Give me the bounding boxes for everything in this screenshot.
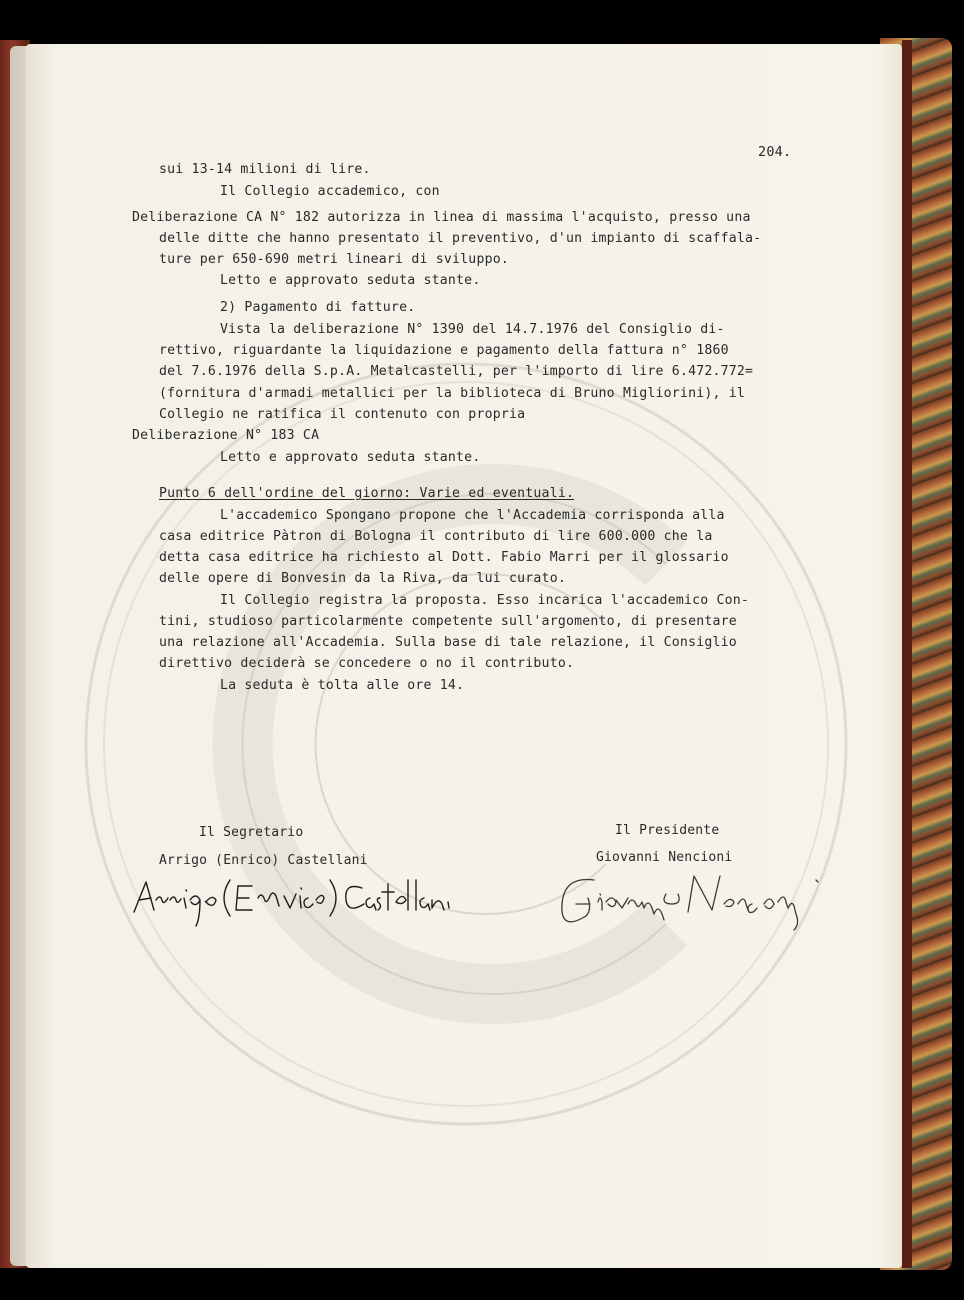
- president-title: Il Presidente: [615, 823, 720, 838]
- text-line: Letto e approvato seduta stante.: [220, 273, 481, 288]
- text-line: rettivo, riguardante la liquidazione e pagamento della fattura n° 1860: [159, 343, 729, 358]
- text-line: ture per 650-690 metri lineari di sviluppo.: [159, 252, 510, 267]
- document-page: [26, 44, 902, 1268]
- page-number: 204.: [758, 144, 792, 160]
- text-line: L'accademico Spongano propone che l'Accademia corrisponda alla: [220, 508, 725, 523]
- text-line: direttivo deciderà se concedere o no il contributo.: [159, 656, 575, 671]
- text-line: del 7.6.1976 della S.p.A. Metalcastelli, per l'importo di lire 6.472.772=: [159, 364, 754, 379]
- text-line: 2) Pagamento di fatture.: [220, 300, 416, 315]
- text-line: delle opere di Bonvesin da la Riva, da lui curato.: [159, 571, 566, 586]
- president-name: Giovanni Nencioni: [596, 850, 733, 865]
- typed-minutes: [26, 44, 902, 1268]
- text-line: Vista la deliberazione N° 1390 del 14.7.1976 del Consiglio di-: [220, 322, 725, 337]
- text-line: casa editrice Pàtron di Bologna il contributo di lire 600.000 che la: [159, 529, 713, 544]
- president-signature: [554, 864, 834, 944]
- text-line: detta casa editrice ha richiesto al Dott. Fabio Marri per il glossario: [159, 550, 729, 565]
- secretary-name: Arrigo (Enrico) Castellani: [159, 853, 368, 868]
- text-line: Deliberazione CA N° 182 autorizza in linea di massima l'acquisto, presso una: [132, 210, 751, 225]
- section-heading: Punto 6 dell'ordine del giorno: Varie ed eventuali.: [159, 486, 575, 501]
- text-line: Letto e approvato seduta stante.: [220, 450, 481, 465]
- text-line: sui 13-14 milioni di lire.: [159, 162, 371, 177]
- text-line: una relazione all'Accademia. Sulla base di tale relazione, il Consiglio: [159, 635, 737, 650]
- text-line: tini, studioso particolarmente competente sull'argomento, di presentare: [159, 614, 737, 629]
- text-line: delle ditte che hanno presentato il preventivo, d'un impianto di scaffala-: [159, 231, 762, 246]
- text-line: (fornitura d'armadi metallici per la biblioteca di Bruno Migliorini), il: [159, 386, 746, 401]
- text-line: Il Collegio registra la proposta. Esso incarica l'accademico Con-: [220, 593, 750, 608]
- book-binding-right: [902, 40, 912, 1268]
- text-line: Deliberazione N° 183 CA: [132, 428, 320, 443]
- secretary-signature: [126, 870, 456, 940]
- text-line: La seduta è tolta alle ore 14.: [220, 678, 465, 693]
- text-line: Collegio ne ratifica il contenuto con propria: [159, 407, 526, 422]
- text-line: Il Collegio accademico, con: [220, 184, 440, 199]
- secretary-title: Il Segretario: [199, 825, 304, 840]
